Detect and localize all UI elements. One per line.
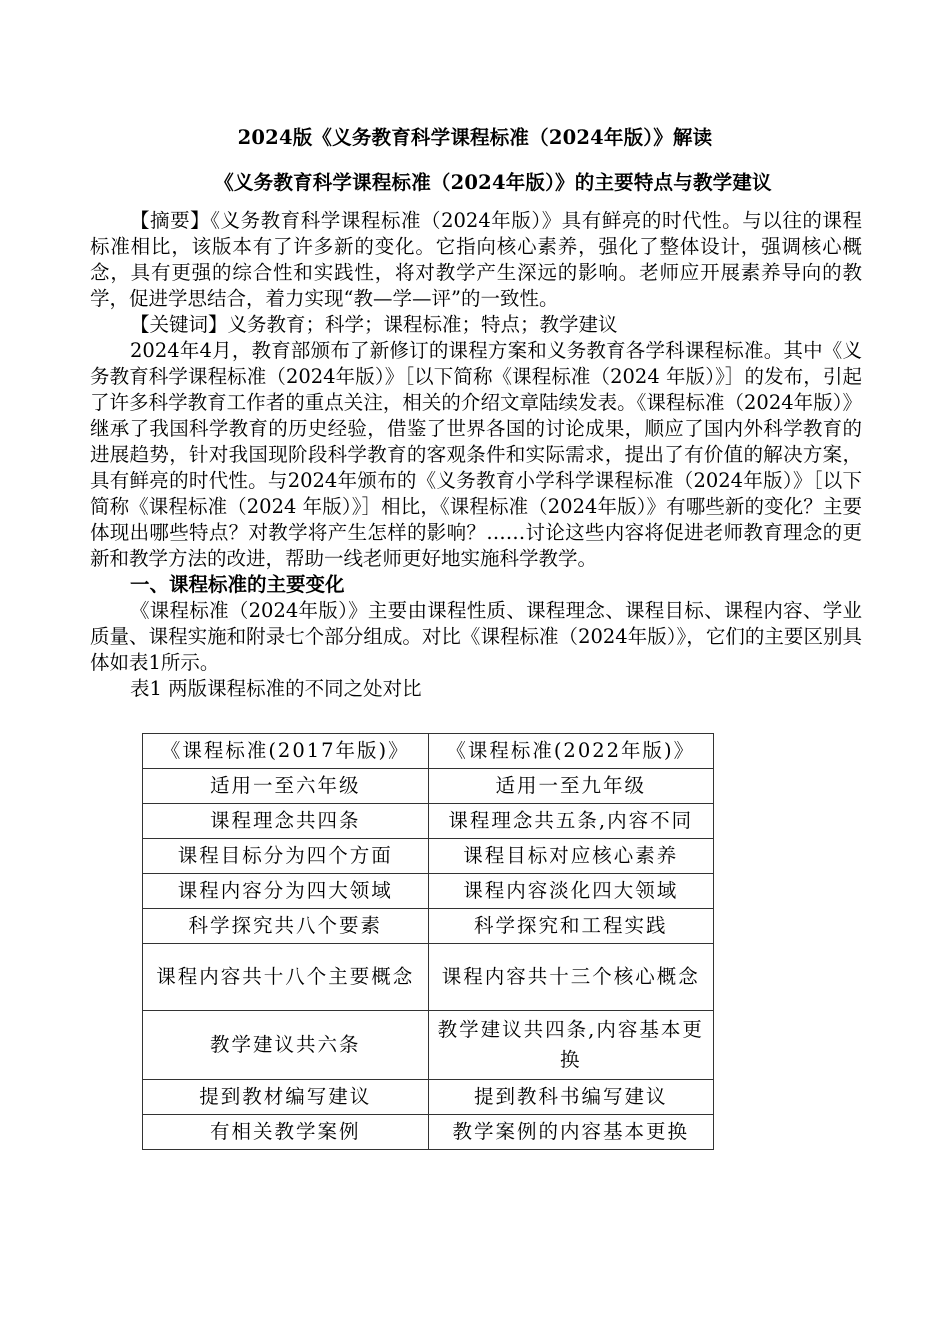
comparison-table <box>142 733 714 1150</box>
table-cell: 适用一至六年级 <box>143 769 429 804</box>
abstract-paragraph: 【摘要】《义务教育科学课程标准（2024年版）》具有鲜亮的时代性。与以往的课程标准相比，该版本有了许多新的变化。它指向核心素养，强化了整体设计，强调核心概念，具有更强的综合性和实践性，将对教学产生深远的影响。老师应开展素养导向的教学，促进学思结合，着力实现“教—学—评”的一致性。 <box>90 209 862 310</box>
table-cell: 课程目标对应核心素养 <box>428 839 714 874</box>
table-row <box>143 1011 714 1080</box>
table-row <box>143 804 714 839</box>
table-row <box>143 769 714 804</box>
table-cell: 适用一至九年级 <box>428 769 714 804</box>
table-header-row <box>143 734 714 769</box>
table-row <box>143 909 714 944</box>
table-cell: 课程内容分为四大领域 <box>143 874 429 909</box>
table-cell: 提到教材编写建议 <box>143 1080 429 1115</box>
table-header-cell: 《课程标准(2017年版)》 <box>143 734 429 769</box>
table-cell: 教学案例的内容基本更换 <box>428 1115 714 1150</box>
table-caption: 表1 两版课程标准的不同之处对比 <box>130 677 422 700</box>
table-cell: 课程内容共十八个主要概念 <box>143 944 429 1011</box>
section-paragraph: 《课程标准（2024年版）》主要由课程性质、课程理念、课程目标、课程内容、学业质量、课程实施和附录七个部分组成。对比《课程标准（2024年版）》，它们的主要区别具体如表1所示。 <box>90 599 862 674</box>
table-cell: 科学探究和工程实践 <box>428 909 714 944</box>
table-cell: 课程理念共四条 <box>143 804 429 839</box>
table-row <box>143 1080 714 1115</box>
table-cell: 课程内容共十三个核心概念 <box>428 944 714 1011</box>
table-cell: 提到教科书编写建议 <box>428 1080 714 1115</box>
table-cell: 课程目标分为四个方面 <box>143 839 429 874</box>
table-cell: 有相关教学案例 <box>143 1115 429 1150</box>
table-row <box>143 1115 714 1150</box>
intro-paragraph: 2024年4月，教育部颁布了新修订的课程方案和义务教育各学科课程标准。其中《义务教育科学课程标准（2024年版）》［以下简称《课程标准（2024 年版）》］的发布，引起了许多科学教育工作者的重点关注，相关的介绍文章陆续发表。《课程标准（2024年版）》继承了我国科学教育的历史经验，借鉴了世界各国的讨论成果，顺应了国内外科学教育的进展趋势，针对我国现阶段科学教育的客观条件和实际需求，提出了有价值的解决方案，具有鲜亮的时代性。与2024年颁布的《义务教育小学科学课程标准（2024年版）》［以下简称《课程标准（2024 年版）》］相比，《课程标准（2024年版）》有哪些新的变化？主要体现出哪些特点？对教学将产生怎样的影响？……讨论这些内容将促进老师教育理念的更新和教学方法的改进，帮助一线老师更好地实施科学教学。 <box>90 339 862 570</box>
table-cell: 课程内容淡化四大领域 <box>428 874 714 909</box>
keywords-paragraph: 【关键词】义务教育；科学；课程标准；特点；教学建议 <box>130 313 618 336</box>
table-row <box>143 874 714 909</box>
table-cell: 教学建议共六条 <box>143 1011 429 1080</box>
table-cell: 科学探究共八个要素 <box>143 909 429 944</box>
section-heading: 一、课程标准的主要变化 <box>130 573 345 596</box>
table-row <box>143 839 714 874</box>
table-row <box>143 944 714 1011</box>
document-subtitle: 《义务教育科学课程标准（2024年版）》的主要特点与教学建议 <box>214 171 772 194</box>
table-header-cell: 《课程标准(2022年版)》 <box>428 734 714 769</box>
document-title: 2024版《义务教育科学课程标准（2024年版）》解读 <box>237 126 713 149</box>
table-cell: 教学建议共四条,内容基本更换 <box>428 1011 714 1080</box>
document-body <box>90 208 862 702</box>
table-cell: 课程理念共五条,内容不同 <box>428 804 714 839</box>
